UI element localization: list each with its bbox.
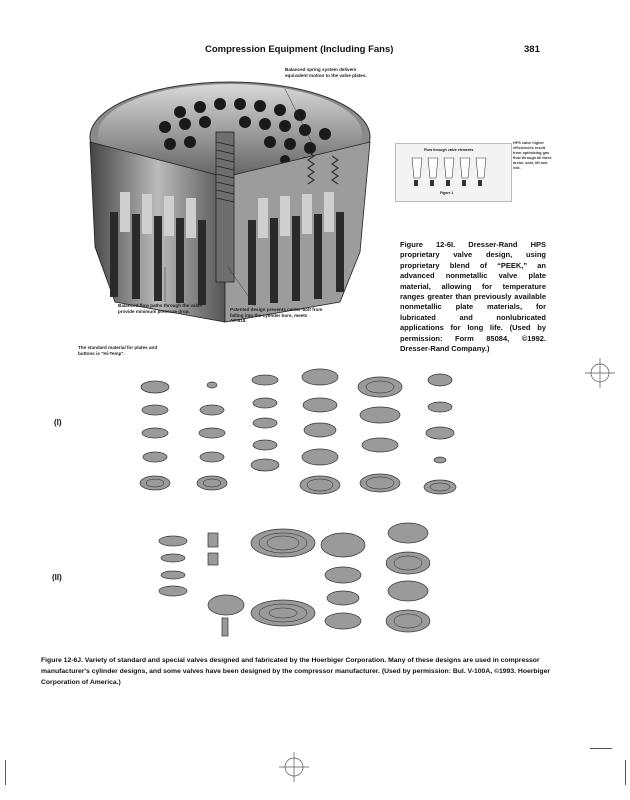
registration-mark-bottom (279, 752, 309, 782)
inset-title: Flow through valve elements (424, 148, 474, 152)
panel-label-ii: (II) (52, 573, 62, 582)
figure-12-6j-caption: Figure 12-6J. Variety of standard and special valves designed and fabricated by the Hoerbiger Corporation. Many of these designs are used in compressor manufacturer's cylinder designs, and some valves have been designed by the compressor manufacturer. (Used by permission: Bul. V-100A, ©1993. Hoerbiger Corporation of America.) (41, 657, 551, 686)
figure-12-6i-caption: Figure 12-6I. Dresser-Rand HPS proprietary valve design, using proprietary blend of “PEEK,” an advanced nonmetallic valve plate material, allowing for temperature ranges greater than previously available nonmetallic plate materials, for lubricated and nonlubricated applications for long life. (Used by permission: Form 85084, ©1992. Dresser-Rand Company.) (400, 240, 546, 354)
callout-spring-system: Balanced spring system delivers equivalent motion to the valve plates. (285, 67, 367, 78)
crop-mark-right-horizontal (590, 748, 612, 749)
crop-mark-left (5, 760, 6, 785)
page-number: 381 (524, 44, 540, 55)
registration-mark-right (585, 358, 615, 388)
running-header-title: Compression Equipment (Including Fans) (205, 44, 394, 55)
callout-center-bolt: Patented design prevents center-bolt from falling into the cylinder bore, meets API618. (230, 307, 323, 323)
flow-elements-sketch (404, 154, 504, 190)
inset-figure-label: Figure 1 (440, 191, 454, 195)
valve-components-photo-ii (148, 513, 468, 643)
valve-components-photo-i (130, 365, 480, 500)
callout-standard-material: The standard material for plates and buttons is "Hi-Temp". (78, 345, 158, 356)
crop-mark-right (625, 760, 626, 785)
callout-flow-paths: Balanced flow paths through the valve provide minimum pressure drop. (118, 303, 202, 314)
flow-inset-diagram (395, 143, 512, 202)
inset-note: HPS valve higher efficiencies result from optimizing gas flow through all three areas: seat, lift and exit. (513, 141, 552, 170)
panel-label-i: (I) (54, 418, 62, 427)
